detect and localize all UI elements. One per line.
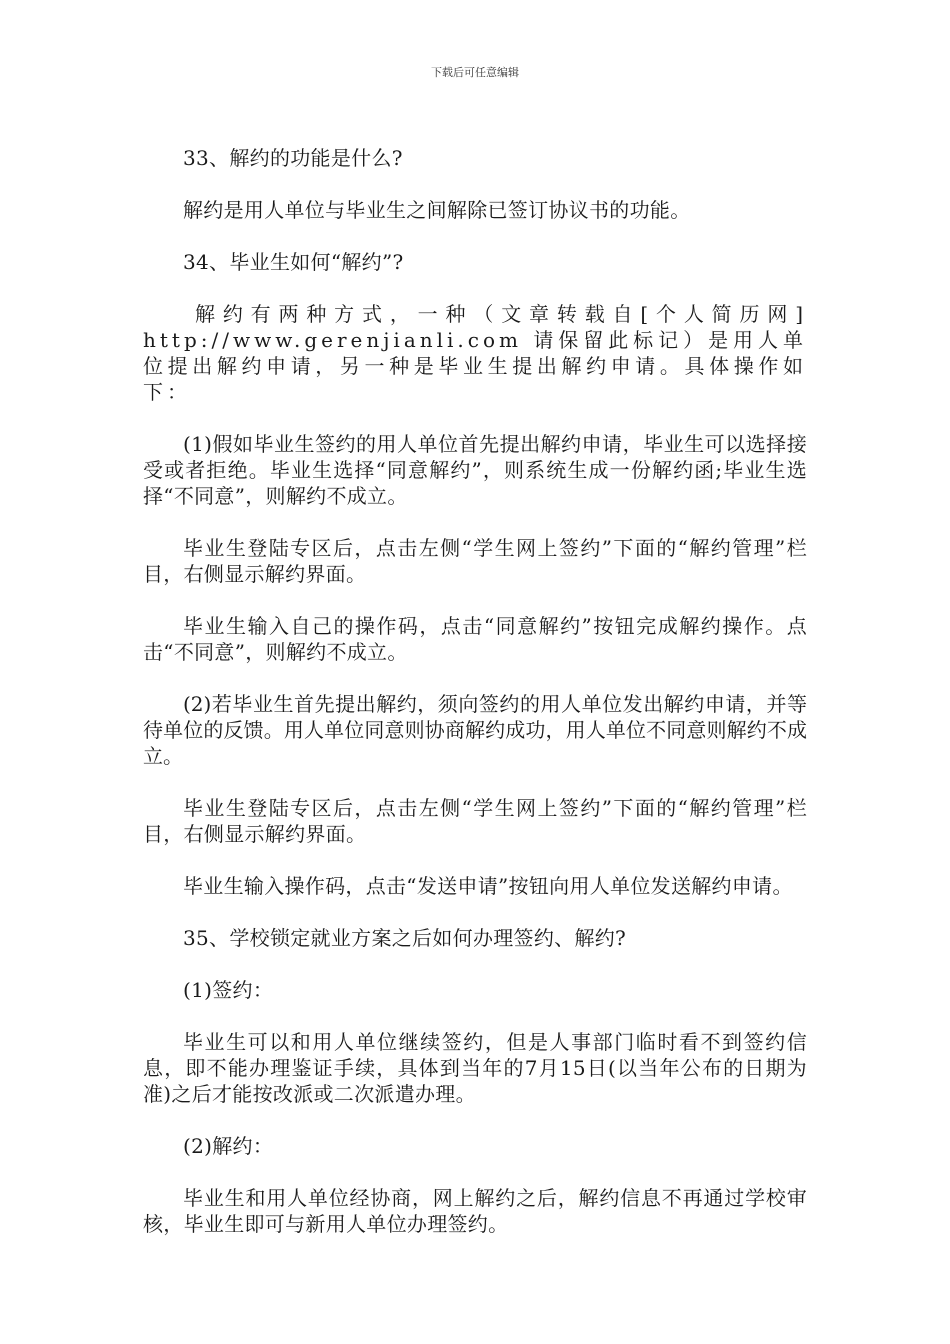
answer-34-case-2: (2)若毕业生首先提出解约，须向签约的用人单位发出解约申请，并等待单位的反馈。用人单位同意则协商解约成功，用人单位不同意则解约不成立。 [143, 692, 807, 768]
answer-35-cancel-text: 毕业生和用人单位经协商，网上解约之后，解约信息不再通过学校审核，毕业生即可与新用人单位办理签约。 [143, 1186, 807, 1236]
answer-35-cancel-heading: (2)解约： [183, 1134, 274, 1158]
page-header-note: 下载后可任意编辑 [431, 66, 519, 79]
document-body [143, 145, 807, 1263]
answer-34-case-2-step-2: 毕业生输入操作码，点击“发送申请”按钮向用人单位发送解约申请。 [183, 874, 793, 898]
question-35-heading: 35、学校锁定就业方案之后如何办理签约、解约? [183, 926, 627, 950]
answer-34-intro: 解约有两种方式，一种（文章转载自[个人简历网] http://www.gerenjianli.com 请保留此标记）是用人单位提出解约申请，另一种是毕业生提出解约申请。具体操作如下： [143, 302, 807, 404]
answer-34-case-1-step-1: 毕业生登陆专区后，点击左侧“学生网上签约”下面的“解约管理”栏目，右侧显示解约界面。 [143, 536, 807, 586]
answer-33-text: 解约是用人单位与毕业生之间解除已签订协议书的功能。 [183, 198, 691, 222]
answer-34-case-2-step-1: 毕业生登陆专区后，点击左侧“学生网上签约”下面的“解约管理”栏目，右侧显示解约界面。 [143, 796, 807, 846]
answer-35-sign-heading: (1)签约： [183, 978, 274, 1002]
question-34-heading: 34、毕业生如何“解约”? [183, 250, 404, 274]
question-33-heading: 33、解约的功能是什么? [183, 146, 403, 170]
answer-34-case-1: (1)假如毕业生签约的用人单位首先提出解约申请，毕业生可以选择接受或者拒绝。毕业生选择“同意解约”，则系统生成一份解约函;毕业生选择“不同意”，则解约不成立。 [143, 432, 807, 508]
answer-35-sign-text: 毕业生可以和用人单位继续签约，但是人事部门临时看不到签约信息，即不能办理鉴证手续，具体到当年的7月15日(以当年公布的日期为准)之后才能按改派或二次派遣办理。 [143, 1030, 807, 1106]
answer-34-case-1-step-2: 毕业生输入自己的操作码，点击“同意解约”按钮完成解约操作。点击“不同意”，则解约不成立。 [143, 614, 807, 664]
